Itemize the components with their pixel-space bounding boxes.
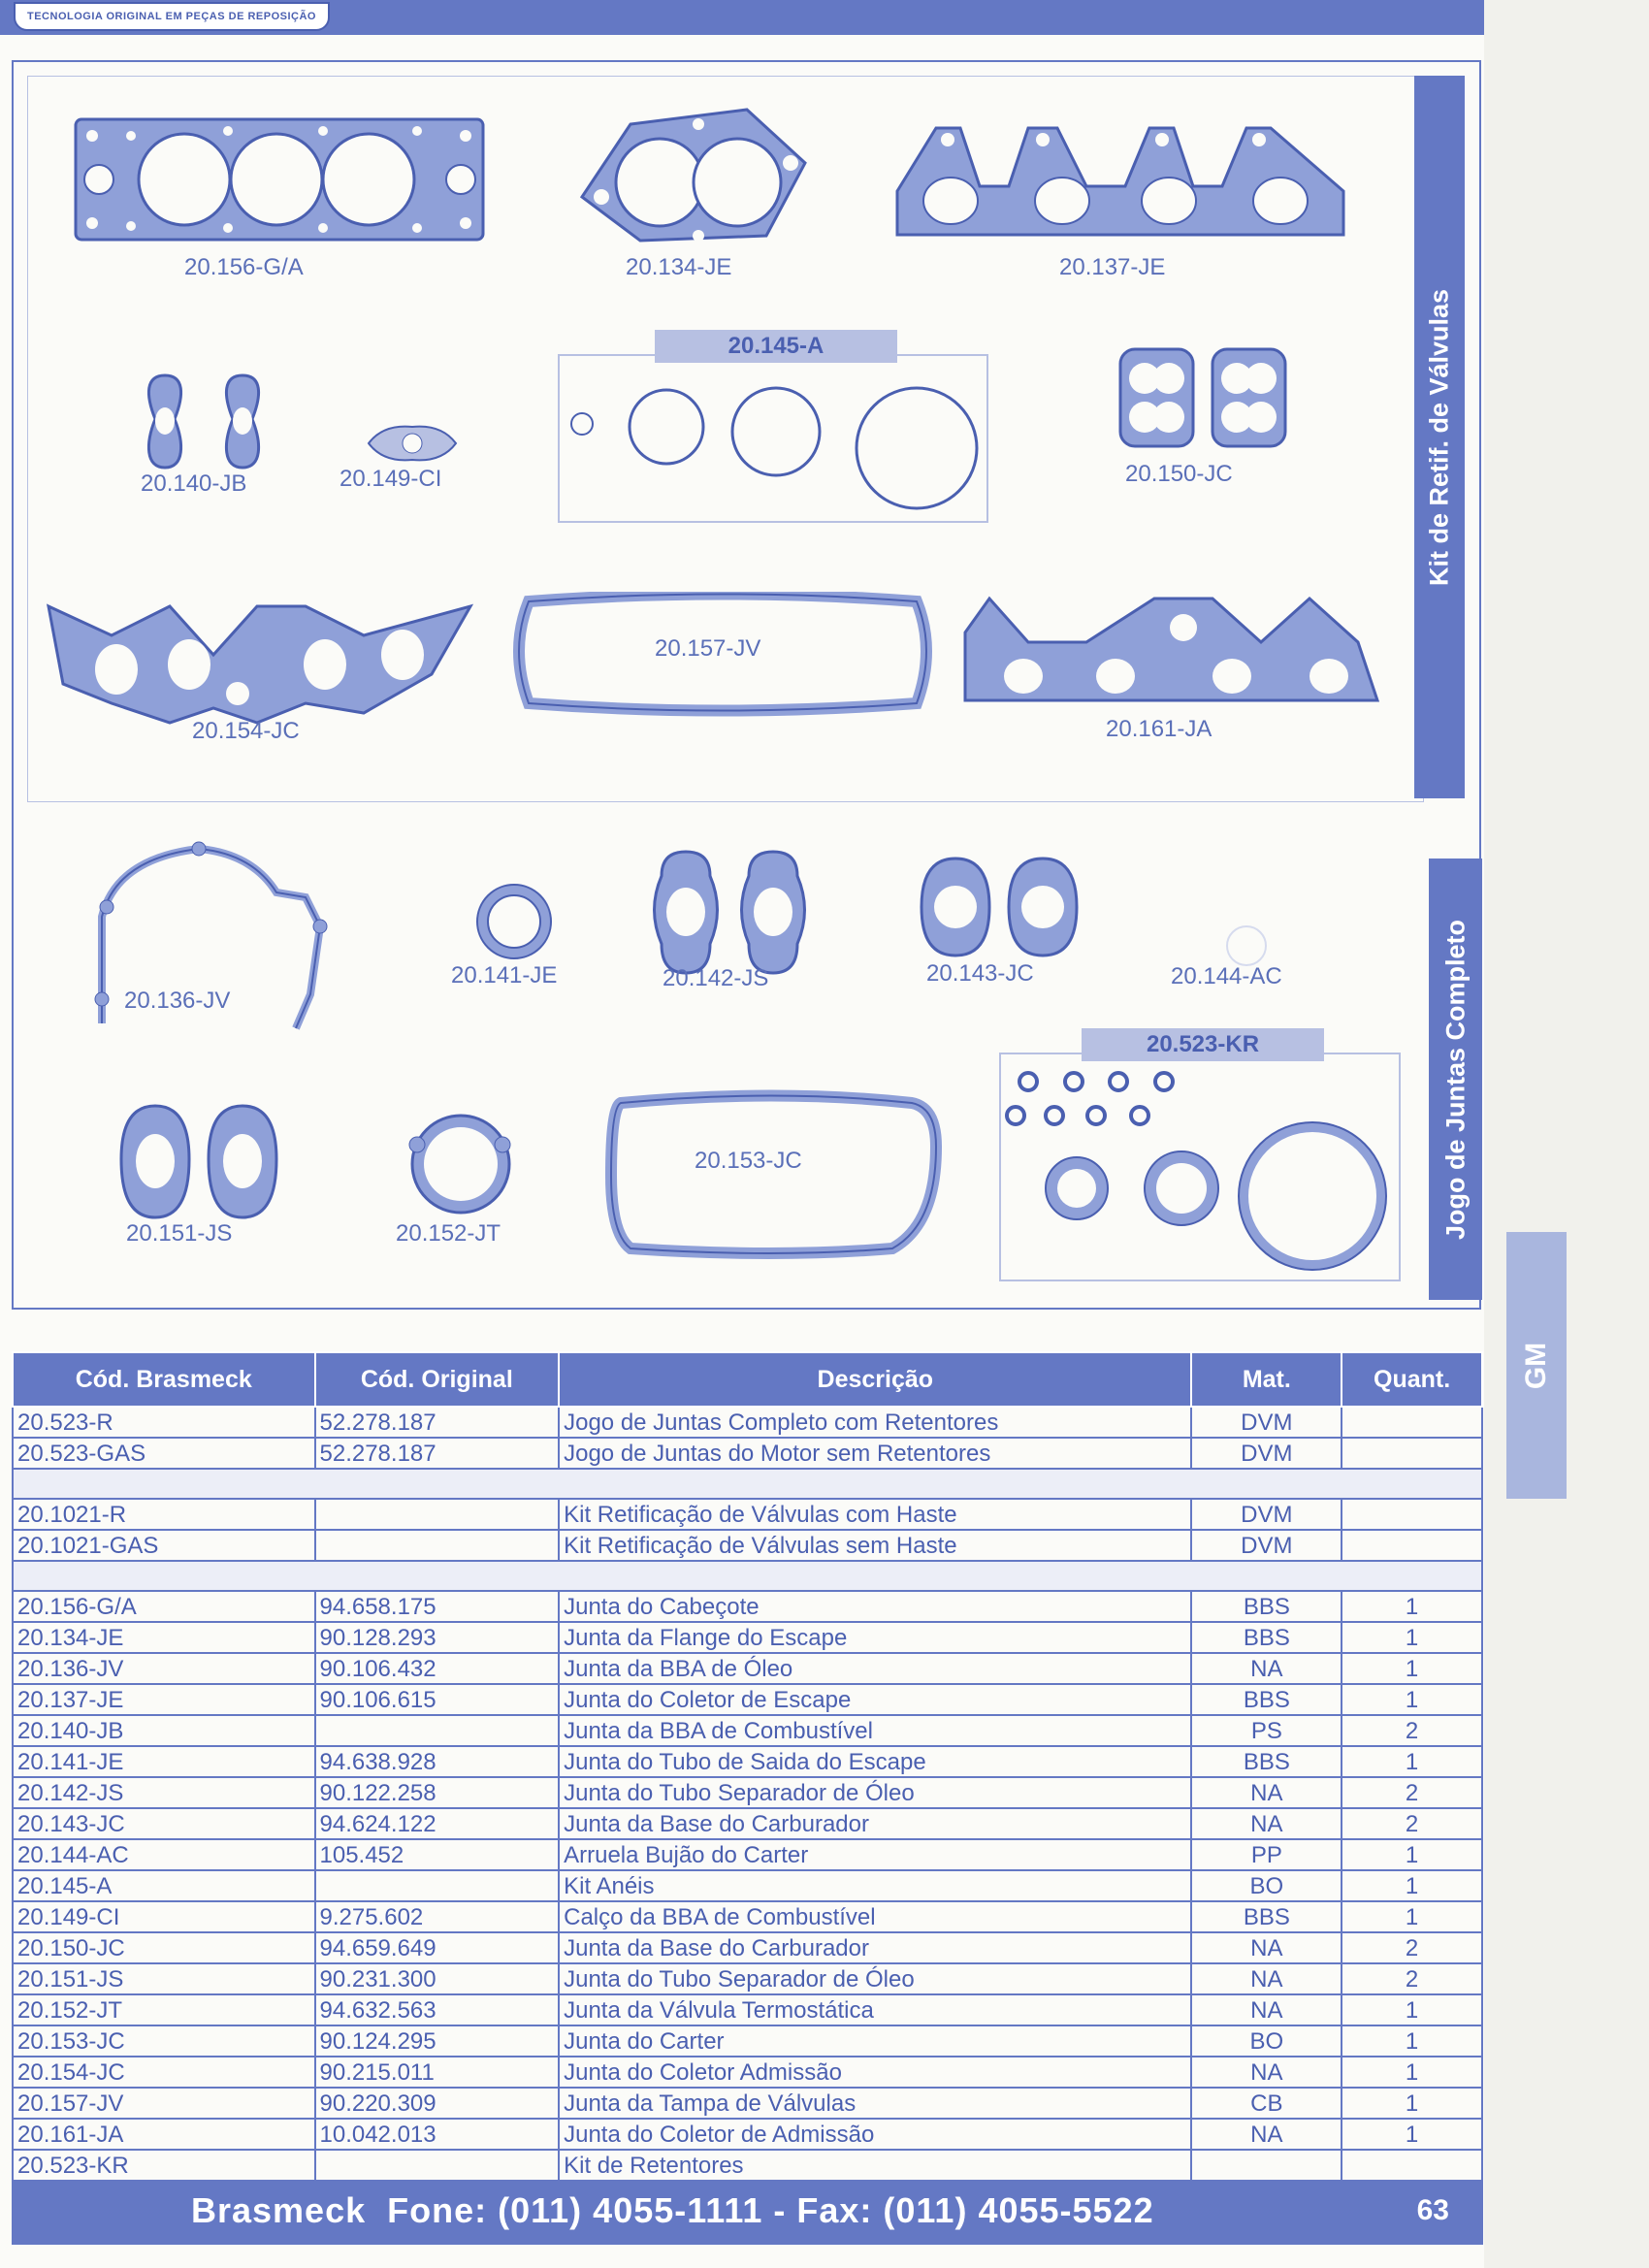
cell-material: PS	[1191, 1715, 1342, 1746]
side-tab-gm[interactable]	[1506, 1232, 1567, 1499]
carburetor-base-gasket-b	[917, 854, 1086, 965]
table-header-row	[13, 1352, 1482, 1407]
cell-description: Kit Retificação de Válvulas sem Haste	[559, 1530, 1191, 1561]
cell-brasmeck-code: 20.152-JT	[13, 1994, 315, 2025]
cell-brasmeck-code: 20.142-JS	[13, 1777, 315, 1808]
cell-brasmeck-code: 20.157-JV	[13, 2088, 315, 2119]
fuel-pump-spacer	[364, 419, 461, 468]
table-row	[13, 1530, 1482, 1561]
cell-brasmeck-code: 20.137-JE	[13, 1684, 315, 1715]
cell-description: Junta do Coletor Admissão	[559, 2057, 1191, 2088]
part-label: 20.152-JT	[396, 1220, 501, 1247]
cell-original-code: 94.624.122	[315, 1808, 560, 1839]
cell-quantity: 2	[1342, 1963, 1482, 1994]
cell-brasmeck-code: 20.1021-GAS	[13, 1530, 315, 1561]
cell-brasmeck-code: 20.143-JC	[13, 1808, 315, 1839]
part-label: 20.136-JV	[124, 988, 231, 1014]
cell-material: BBS	[1191, 1684, 1342, 1715]
cell-quantity: 1	[1342, 2119, 1482, 2150]
cell-original-code: 90.215.011	[315, 2057, 560, 2088]
cell-material: NA	[1191, 1808, 1342, 1839]
part-label: 20.142-JS	[663, 965, 769, 991]
cell-original-code: 52.278.187	[315, 1438, 560, 1469]
cell-quantity: 2	[1342, 1808, 1482, 1839]
cell-brasmeck-code: 20.144-AC	[13, 1839, 315, 1870]
cell-material: NA	[1191, 1653, 1342, 1684]
cell-brasmeck-code: 20.1021-R	[13, 1499, 315, 1530]
cell-original-code: 94.638.928	[315, 1746, 560, 1777]
cell-material: DVM	[1191, 1407, 1342, 1438]
col-header-mat: Mat.	[1191, 1352, 1342, 1407]
cell-description: Calço da BBA de Combustível	[559, 1901, 1191, 1932]
table-row	[13, 1870, 1482, 1901]
cell-material: DVM	[1191, 1530, 1342, 1561]
parts-table	[12, 1351, 1483, 2182]
cell-quantity: 1	[1342, 2088, 1482, 2119]
cell-quantity: 1	[1342, 1622, 1482, 1653]
page-margin	[1484, 0, 1649, 2268]
table-row	[13, 1808, 1482, 1839]
table-row	[13, 1994, 1482, 2025]
table-row	[13, 1932, 1482, 1963]
carburetor-base-gasket-a	[1116, 344, 1300, 451]
cell-material: NA	[1191, 2119, 1342, 2150]
seal-kit-title: 20.523-KR	[1082, 1028, 1324, 1061]
cell-original-code	[315, 1715, 560, 1746]
cell-original-code	[315, 1499, 560, 1530]
cell-description: Kit Anéis	[559, 1870, 1191, 1901]
part-label: 20.156-G/A	[184, 254, 304, 280]
cell-quantity	[1342, 1438, 1482, 1469]
part-label: 20.137-JE	[1059, 254, 1166, 280]
cell-description: Junta do Carter	[559, 2025, 1191, 2057]
cell-original-code: 90.124.295	[315, 2025, 560, 2057]
table-row	[13, 1684, 1482, 1715]
cell-material: CB	[1191, 2088, 1342, 2119]
cell-brasmeck-code: 20.523-GAS	[13, 1438, 315, 1469]
cell-material: BBS	[1191, 1622, 1342, 1653]
cell-brasmeck-code: 20.523-KR	[13, 2150, 315, 2181]
oil-separator-gasket-b	[116, 1101, 281, 1222]
cell-quantity: 1	[1342, 2025, 1482, 2057]
cell-quantity: 2	[1342, 1932, 1482, 1963]
cell-quantity	[1342, 1407, 1482, 1438]
cell-quantity: 1	[1342, 1839, 1482, 1870]
cell-quantity	[1342, 1499, 1482, 1530]
exhaust-flange-gasket	[572, 105, 815, 250]
col-header-quant: Quant.	[1342, 1352, 1482, 1407]
cell-description: Junta do Coletor de Escape	[559, 1684, 1191, 1715]
cell-brasmeck-code: 20.149-CI	[13, 1901, 315, 1932]
part-label: 20.149-CI	[340, 466, 442, 492]
cell-material: BBS	[1191, 1591, 1342, 1622]
cell-quantity: 2	[1342, 1715, 1482, 1746]
part-label: 20.157-JV	[655, 635, 761, 662]
cell-quantity: 1	[1342, 1653, 1482, 1684]
cell-original-code: 9.275.602	[315, 1901, 560, 1932]
cell-original-code: 52.278.187	[315, 1407, 560, 1438]
cell-quantity: 1	[1342, 1870, 1482, 1901]
part-label: 20.141-JE	[451, 962, 558, 988]
cell-quantity: 2	[1342, 1777, 1482, 1808]
cell-material: NA	[1191, 1994, 1342, 2025]
cell-original-code: 90.220.309	[315, 2088, 560, 2119]
cell-material: NA	[1191, 1963, 1342, 1994]
table-separator-row	[13, 1469, 1482, 1499]
cell-quantity	[1342, 2150, 1482, 2181]
cell-material: NA	[1191, 1932, 1342, 1963]
cell-original-code: 90.231.300	[315, 1963, 560, 1994]
cell-description: Junta da Base do Carburador	[559, 1808, 1191, 1839]
ring-kit-drawing	[563, 373, 980, 514]
cell-description: Junta da Flange do Escape	[559, 1622, 1191, 1653]
cell-original-code: 94.658.175	[315, 1591, 560, 1622]
cell-material: DVM	[1191, 1438, 1342, 1469]
part-label: 20.140-JB	[141, 470, 247, 497]
cell-brasmeck-code: 20.154-JC	[13, 2057, 315, 2088]
intake-manifold-gasket-a	[44, 597, 475, 728]
cell-original-code: 90.106.615	[315, 1684, 560, 1715]
cell-brasmeck-code: 20.523-R	[13, 1407, 315, 1438]
separator-cell	[13, 1561, 1482, 1591]
part-label: 20.150-JC	[1125, 461, 1233, 487]
thermostat-gasket	[405, 1106, 517, 1222]
cell-description: Junta da Válvula Termostática	[559, 1994, 1191, 2025]
cell-brasmeck-code: 20.161-JA	[13, 2119, 315, 2150]
seal-kit-drawing	[1004, 1062, 1392, 1276]
oil-separator-gasket-a	[652, 847, 812, 978]
part-label: 20.154-JC	[192, 718, 300, 744]
table-row	[13, 2088, 1482, 2119]
table-row	[13, 1438, 1482, 1469]
cell-original-code: 90.128.293	[315, 1622, 560, 1653]
exhaust-manifold-gasket	[892, 118, 1348, 249]
table-separator-row	[13, 1561, 1482, 1591]
cell-description: Junta do Tubo Separador de Óleo	[559, 1777, 1191, 1808]
table-row	[13, 2025, 1482, 2057]
cell-original-code	[315, 1870, 560, 1901]
table-row	[13, 1653, 1482, 1684]
cell-brasmeck-code: 20.134-JE	[13, 1622, 315, 1653]
cell-original-code: 105.452	[315, 1839, 560, 1870]
cell-material: BBS	[1191, 1746, 1342, 1777]
part-label: 20.151-JS	[126, 1220, 233, 1247]
cell-quantity: 1	[1342, 1684, 1482, 1715]
section-label-kit-retif: Kit de Retif. de Válvulas	[1414, 76, 1465, 798]
cell-material: BO	[1191, 2025, 1342, 2057]
cell-quantity: 1	[1342, 2057, 1482, 2088]
cell-description: Junta do Coletor de Admissão	[559, 2119, 1191, 2150]
cell-brasmeck-code: 20.151-JS	[13, 1963, 315, 1994]
cell-material: DVM	[1191, 1499, 1342, 1530]
cell-quantity: 1	[1342, 1591, 1482, 1622]
col-header-original: Cód. Original	[315, 1352, 560, 1407]
table-row	[13, 1407, 1482, 1438]
table-row	[13, 1839, 1482, 1870]
intake-manifold-gasket-b	[960, 594, 1382, 710]
fuel-pump-gasket	[141, 371, 267, 472]
cell-material: NA	[1191, 2057, 1342, 2088]
cell-material: BBS	[1191, 1901, 1342, 1932]
cell-original-code: 90.122.258	[315, 1777, 560, 1808]
cell-original-code: 10.042.013	[315, 2119, 560, 2150]
cell-original-code: 90.106.432	[315, 1653, 560, 1684]
cylinder-head-gasket	[73, 112, 488, 247]
table-row	[13, 1746, 1482, 1777]
table-row	[13, 1777, 1482, 1808]
cell-description: Junta do Cabeçote	[559, 1591, 1191, 1622]
cell-brasmeck-code: 20.150-JC	[13, 1932, 315, 1963]
table-row	[13, 1499, 1482, 1530]
cell-description: Junta do Tubo de Saida do Escape	[559, 1746, 1191, 1777]
cell-brasmeck-code: 20.156-G/A	[13, 1591, 315, 1622]
table-row	[13, 1963, 1482, 1994]
exhaust-pipe-gasket	[470, 878, 558, 965]
cell-original-code: 94.632.563	[315, 1994, 560, 2025]
part-label: 20.153-JC	[695, 1148, 802, 1174]
top-banner	[0, 0, 1484, 35]
brand-tagline: TECNOLOGIA ORIGINAL EM PEÇAS DE REPOSIÇÃO	[14, 2, 330, 31]
section-label-jogo-juntas: Jogo de Juntas Completo	[1429, 859, 1482, 1300]
ring-kit-title: 20.145-A	[655, 330, 897, 363]
side-tab-label: GM	[1520, 1342, 1552, 1389]
part-label: 20.143-JC	[926, 960, 1034, 987]
footer-bar	[12, 2181, 1483, 2245]
cell-brasmeck-code: 20.136-JV	[13, 1653, 315, 1684]
cell-description: Kit Retificação de Válvulas com Haste	[559, 1499, 1191, 1530]
col-header-descricao: Descrição	[559, 1352, 1191, 1407]
cell-material: BO	[1191, 1870, 1342, 1901]
cell-description: Junta da BBA de Óleo	[559, 1653, 1191, 1684]
separator-cell	[13, 1469, 1482, 1499]
cell-brasmeck-code: 20.153-JC	[13, 2025, 315, 2057]
cell-description: Jogo de Juntas do Motor sem Retentores	[559, 1438, 1191, 1469]
cell-description: Junta da Base do Carburador	[559, 1932, 1191, 1963]
cell-quantity: 1	[1342, 1746, 1482, 1777]
part-label: 20.144-AC	[1171, 963, 1282, 989]
oil-pan-gasket	[601, 1088, 951, 1263]
cell-material: NA	[1191, 1777, 1342, 1808]
table-row	[13, 2150, 1482, 2181]
table-row	[13, 2119, 1482, 2150]
cell-description: Jogo de Juntas Completo com Retentores	[559, 1407, 1191, 1438]
footer-contact: Brasmeck Fone: (011) 4055-1111 - Fax: (011) 4055-5522	[191, 2190, 1154, 2230]
cell-quantity	[1342, 1530, 1482, 1561]
cell-description: Kit de Retentores	[559, 2150, 1191, 2181]
part-label: 20.134-JE	[626, 254, 732, 280]
cell-quantity: 1	[1342, 1901, 1482, 1932]
cell-original-code	[315, 1530, 560, 1561]
cell-original-code: 94.659.649	[315, 1932, 560, 1963]
cell-description: Arruela Bujão do Carter	[559, 1839, 1191, 1870]
col-header-brasmeck: Cód. Brasmeck	[13, 1352, 315, 1407]
cell-description: Junta da BBA de Combustível	[559, 1715, 1191, 1746]
table-row	[13, 1901, 1482, 1932]
table-row	[13, 1622, 1482, 1653]
cell-description: Junta da Tampa de Válvulas	[559, 2088, 1191, 2119]
part-label: 20.161-JA	[1106, 716, 1212, 742]
cell-original-code	[315, 2150, 560, 2181]
table-row	[13, 1591, 1482, 1622]
table-row	[13, 2057, 1482, 2088]
cell-brasmeck-code: 20.140-JB	[13, 1715, 315, 1746]
cell-material: PP	[1191, 1839, 1342, 1870]
cell-brasmeck-code: 20.141-JE	[13, 1746, 315, 1777]
table-row	[13, 1715, 1482, 1746]
cell-material	[1191, 2150, 1342, 2181]
cell-quantity: 1	[1342, 1994, 1482, 2025]
cell-description: Junta do Tubo Separador de Óleo	[559, 1963, 1191, 1994]
cell-brasmeck-code: 20.145-A	[13, 1870, 315, 1901]
page-number: 63	[1416, 2194, 1449, 2226]
